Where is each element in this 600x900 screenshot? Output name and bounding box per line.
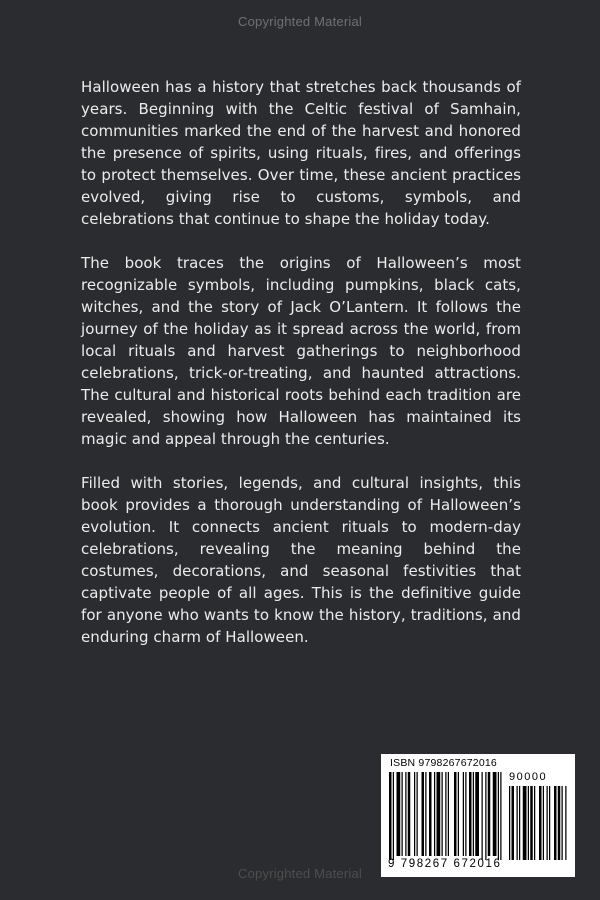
barcode-bar	[465, 772, 466, 856]
barcode-bar	[414, 772, 415, 856]
barcode-addon-bar	[519, 786, 520, 860]
barcode-addon-bar	[558, 786, 561, 860]
barcode-bar	[405, 772, 406, 856]
barcode-addon-bar	[539, 786, 542, 860]
barcode-bar	[434, 772, 435, 856]
barcode-bar	[389, 772, 392, 860]
barcode-addon-bar	[512, 786, 515, 860]
barcode-addon-bar	[549, 786, 550, 860]
barcode-bar	[448, 772, 449, 856]
barcode-addon-bar	[562, 786, 563, 860]
barcode-bar	[498, 772, 499, 860]
barcode-bar	[422, 772, 425, 856]
barcode-bar	[454, 772, 457, 856]
back-cover-description	[81, 76, 521, 670]
barcode-addon-bar	[517, 786, 518, 860]
barcode-bar	[397, 772, 401, 856]
barcode-bar	[408, 772, 411, 856]
copyright-watermark-bottom: Copyrighted Material	[238, 866, 362, 881]
paragraph-summary: Filled with stories, legends, and cultural insights, this book provides a thorough understanding of Halloween’s evolution. It connects ancient rituals to modern-day celebrations, revealing the meaning behind the costumes, decorations, and seasonal festivities that captivate people of all ages. This is the definitive guide for anyone who wants to know the history, traditions, and enduring charm of Halloween.	[81, 474, 521, 646]
price-code: 90000	[509, 771, 548, 783]
barcode-bar	[442, 772, 443, 856]
copyright-watermark-top: Copyrighted Material	[238, 14, 362, 29]
barcode-bar	[488, 772, 491, 856]
barcode-bar	[417, 772, 418, 856]
isbn-label: ISBN 9798267672016	[390, 757, 497, 769]
barcode-addon-bar	[547, 786, 548, 860]
barcode-bar	[429, 772, 432, 856]
barcode-bar	[437, 772, 441, 856]
barcode-bar	[482, 772, 483, 860]
barcode-bar	[473, 772, 474, 856]
barcode-bar	[475, 772, 479, 856]
paragraph-intro: Halloween has a history that stretches back thousands of years. Beginning with the Celtic festival of Samhain, communities marked the end of the harvest and honored the presence of spirits, using rituals, fires, and offerings to protect themselves. Over time, these ancient practices evolved, giving rise to customs, symbols, and celebrations that continue to shape the holiday today.	[81, 78, 521, 228]
barcode-addon-bar	[509, 786, 510, 860]
barcode-bar	[393, 772, 394, 860]
barcode-bar	[469, 772, 472, 856]
barcode-addon-bar	[543, 786, 544, 860]
barcode-number: 9 798267 672016	[388, 858, 502, 870]
barcode-addon-bar	[523, 786, 527, 860]
barcode-bar	[485, 772, 486, 860]
barcode-addon-bar	[554, 786, 557, 860]
barcode-addon-bar	[534, 786, 535, 860]
barcode-addon-bar	[530, 786, 533, 860]
barcode-addon-bar	[565, 786, 566, 860]
paragraph-symbols: The book traces the origins of Halloween’s most recognizable symbols, including pumpkins, black cats, witches, and the story of Jack O’Lantern. It follows the journey of the holiday as it spread across the world, from local rituals and harvest gatherings to neighborhood celebrations, trick-or-treating, and haunted attractions. The cultural and historical roots behind each tradition are revealed, showing how Halloween has maintained its magic and appeal through the centuries.	[81, 254, 521, 448]
barcode-bar	[402, 772, 403, 856]
barcode-bar	[425, 772, 426, 856]
barcode-addon-bar	[528, 786, 529, 860]
barcode-bar	[458, 772, 459, 856]
barcode-bar	[463, 772, 464, 856]
barcode-bar	[493, 772, 497, 856]
barcode-bar	[445, 772, 446, 856]
isbn-barcode	[381, 754, 575, 877]
barcode-bar	[500, 772, 501, 860]
